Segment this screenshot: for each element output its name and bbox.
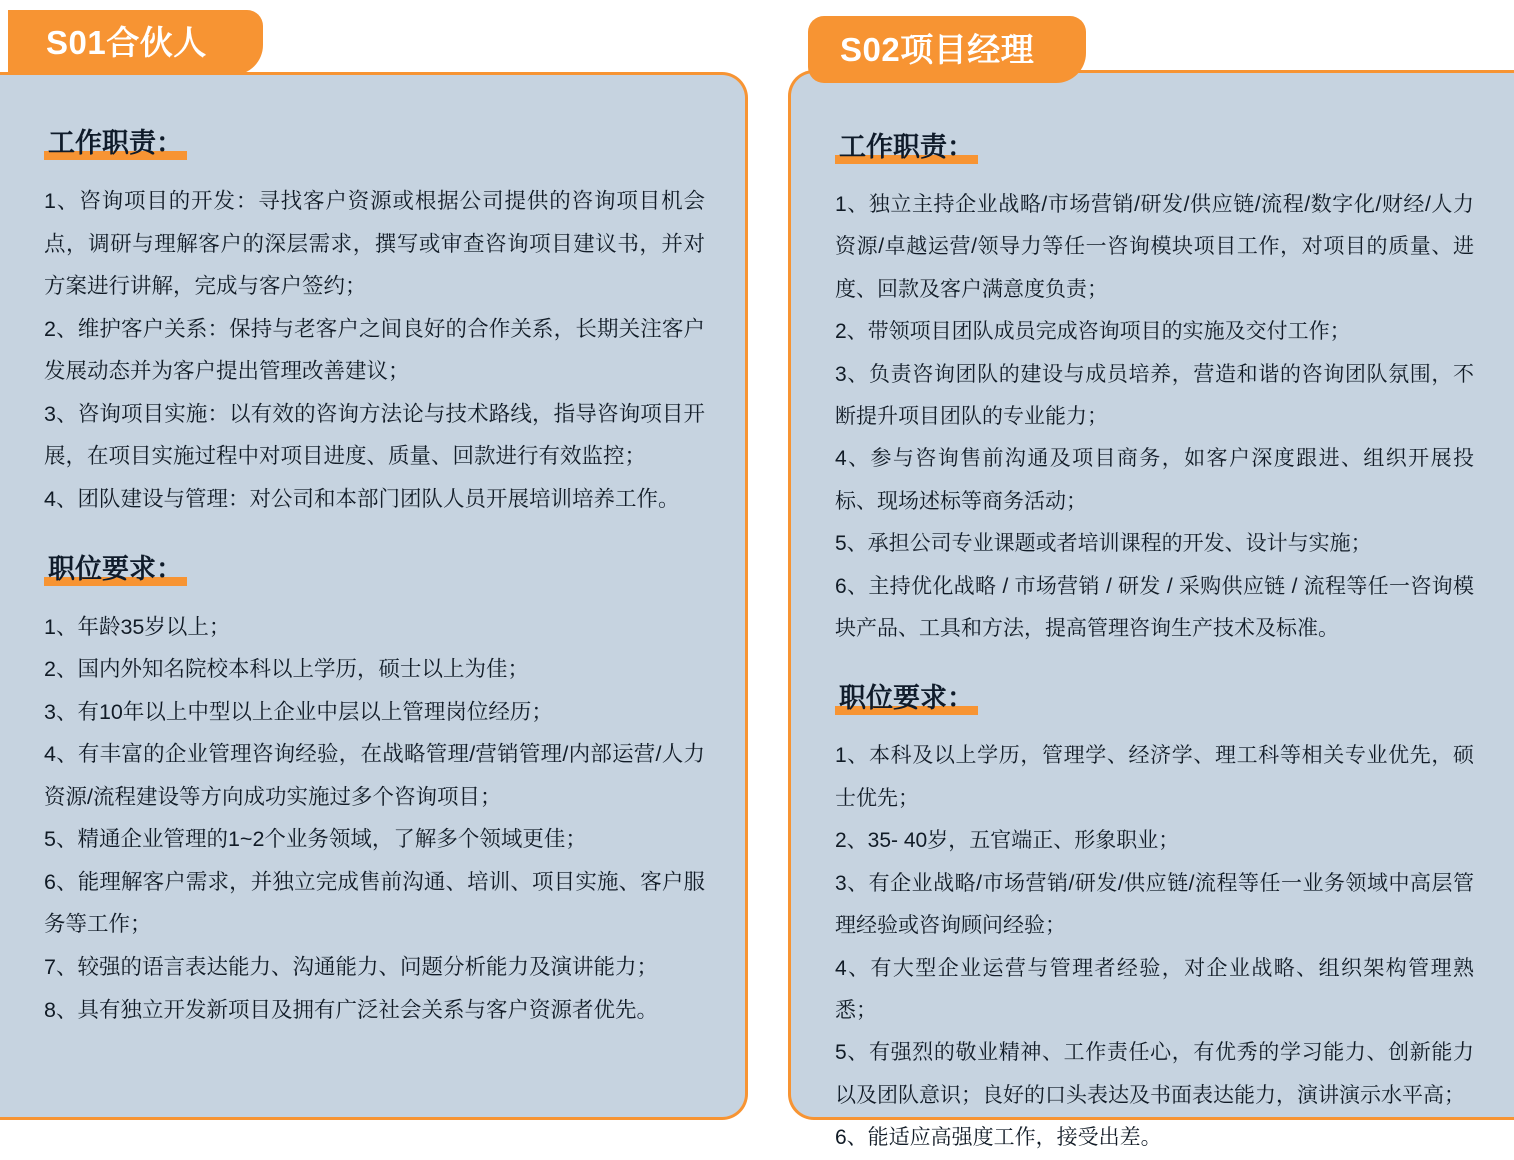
list-item: 8、具有独立开发新项目及拥有广泛社会关系与客户资源者优先。 (44, 997, 658, 1022)
section-responsibilities-partner (44, 121, 705, 521)
list-item: 4、有大型企业运营与管理者经验，对企业战略、组织架构管理熟悉； (835, 956, 1474, 1022)
job-title-tab-partner: S01合伙人 (8, 10, 263, 75)
job-card-project-manager-body (788, 70, 1514, 1150)
section-heading-requirements: 职位要求： (44, 547, 187, 588)
list-item: 2、带领项目团队成员完成咨询项目的实施及交付工作； (835, 320, 1351, 344)
job-card-partner-body (0, 72, 748, 1120)
heading-wrap (44, 547, 705, 606)
list-item: 3、负责咨询团队的建设与成员培养，营造和谐的咨询团队氛围，不断提升项目团队的专业能力； (835, 362, 1474, 429)
list-item: 7、较强的语言表达能力、沟通能力、问题分析能力及演讲能力； (44, 955, 658, 979)
job-card-project-manager (788, 10, 1508, 1150)
list-item: 4、有丰富的企业管理咨询经验，在战略管理/营销管理/内部运营/人力资源/流程建设等方向成功实施过多个咨询项目； (44, 742, 705, 809)
list-item: 3、有10年以上中型以上企业中层以上管理岗位经历； (44, 699, 553, 724)
list-item: 6、能理解客户需求，并独立完成售前沟通、培训、项目实施、客户服务等工作； (44, 869, 705, 937)
heading-wrap (835, 125, 1474, 184)
list-item: 3、咨询项目实施：以有效的咨询方法论与技术路线，指导咨询项目开展，在项目实施过程中对项目进度、质量、回款进行有效监控； (44, 401, 705, 469)
list-item: 3、有企业战略/市场营销/研发/供应链/流程等任一业务领域中高层管理经验或咨询顾问经验； (835, 871, 1474, 938)
section-requirements-pm (835, 676, 1474, 1159)
job-title-tab-project-manager: S02项目经理 (808, 16, 1086, 83)
section-requirements-partner (44, 547, 705, 1032)
section-heading-requirements: 职位要求： (835, 676, 978, 717)
list-item: 1、年龄35岁以上； (44, 614, 231, 639)
list-item: 4、参与咨询售前沟通及项目商务，如客户深度跟进、组织开展投标、现场述标等商务活动； (835, 447, 1474, 513)
list-item: 6、主持优化战略 / 市场营销 / 研发 / 采购供应链 / 流程等任一咨询模块产品、工具和方法，提高管理咨询生产技术及标准。 (835, 574, 1474, 641)
heading-wrap (835, 676, 1474, 735)
list-item: 5、承担公司专业课题或者培训课程的开发、设计与实施； (835, 532, 1372, 556)
section-heading-responsibilities: 工作职责： (835, 125, 978, 166)
list-item: 5、精通企业管理的1~2个业务领域，了解多个领域更佳； (44, 827, 587, 852)
list-item: 4、团队建设与管理：对公司和本部门团队人员开展培训培养工作。 (44, 486, 680, 511)
list-item: 2、35- 40岁，五官端正、形象职业； (835, 829, 1180, 853)
list-item: 2、维护客户关系：保持与老客户之间良好的合作关系，长期关注客户发展动态并为客户提出管理改善建议； (44, 316, 705, 384)
section-responsibilities-pm (835, 125, 1474, 650)
list-item: 1、咨询项目的开发：寻找客户资源或根据公司提供的咨询项目机会点，调研与理解客户的深层需求，撰写或审查咨询项目建议书，并对方案进行讲解，完成与客户签约； (44, 189, 705, 299)
list-item: 1、本科及以上学历，管理学、经济学、理工科等相关专业优先，硕士优先； (835, 744, 1474, 810)
list-item: 2、国内外知名院校本科以上学历，硕士以上为佳； (44, 657, 529, 682)
list-item: 6、能适应高强度工作，接受出差。 (835, 1126, 1162, 1150)
job-card-partner (0, 0, 748, 1120)
list-item: 1、独立主持企业战略/市场营销/研发/供应链/流程/数字化/财经/人力资源/卓越运营/领导力等任一咨询模块项目工作，对项目的质量、进度、回款及客户满意度负责； (835, 193, 1474, 301)
list-item: 5、有强烈的敬业精神、工作责任心，有优秀的学习能力、创新能力以及团队意识；良好的口头表达及书面表达能力，演讲演示水平高； (835, 1041, 1474, 1107)
heading-wrap (44, 121, 705, 180)
section-heading-responsibilities: 工作职责： (44, 121, 187, 162)
